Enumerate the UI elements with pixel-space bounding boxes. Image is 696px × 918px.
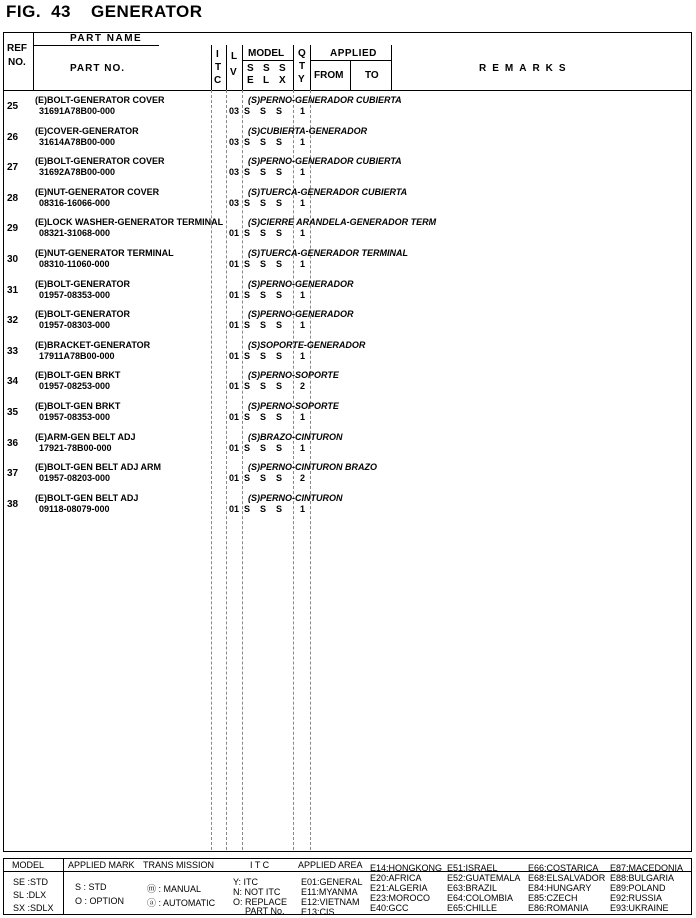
model-applicability: S <box>276 137 283 147</box>
header-itc-3: C <box>214 75 222 86</box>
legend-header-itc: I T C <box>250 860 270 870</box>
figure-name: GENERATOR <box>90 2 203 21</box>
legend-model-sx: SX :SDLX <box>13 903 54 913</box>
header-model: MODEL <box>248 48 285 59</box>
legend-trans-automatic: ⓐ : AUTOMATIC <box>147 898 216 908</box>
header-remarks: REMARKS <box>479 63 572 74</box>
col-line-lv <box>226 45 227 90</box>
model-applicability: S <box>260 137 267 147</box>
header-itc-2: T <box>215 62 222 73</box>
area-code: E65:CHILLE <box>447 903 498 913</box>
header-model-bottom-3: X <box>279 75 286 86</box>
spanish-name: (S)PERNO-GENERADOR <box>248 279 354 289</box>
area-code: E84:HUNGARY <box>528 883 592 893</box>
header-qty-2: T <box>299 61 306 72</box>
part-number: 17921-78B00-000 <box>39 443 112 453</box>
model-applicability: S <box>244 473 251 483</box>
model-applicability: S <box>244 228 251 238</box>
model-applicability: S <box>260 106 267 116</box>
col-line-to <box>350 60 351 90</box>
legend-mark-std: S : STD <box>75 882 107 892</box>
col-line-itc <box>211 45 212 90</box>
lv-code: 03 <box>229 198 240 208</box>
header-to: TO <box>365 70 379 81</box>
legend-model-se: SE :STD <box>13 877 49 887</box>
area-code: E20:AFRICA <box>370 873 422 883</box>
header-qty-3: Y <box>298 74 305 85</box>
model-applicability: S <box>260 351 267 361</box>
quantity: 1 <box>300 320 306 330</box>
model-applicability: S <box>244 504 251 514</box>
ref-number: 34 <box>7 376 19 387</box>
part-number: 31614A78B00-000 <box>39 137 116 147</box>
model-applicability: S <box>260 259 267 269</box>
area-code: E89:POLAND <box>610 883 666 893</box>
spanish-name: (S)SOPORTE-GENERADOR <box>248 340 366 350</box>
part-name: (E)ARM-GEN BELT ADJ <box>35 432 136 442</box>
area-code: E64:COLOMBIA <box>447 893 514 903</box>
ref-number: 35 <box>7 407 19 418</box>
part-name: (E)BOLT-GENERATOR COVER <box>35 156 165 166</box>
legend-header-model: MODEL <box>12 860 45 870</box>
model-applicability: S <box>276 290 283 300</box>
legend-model-sl: SL :DLX <box>13 890 47 900</box>
ref-number: 27 <box>7 162 19 173</box>
area-code: E12:VIETNAM <box>301 897 360 907</box>
model-divider <box>242 60 293 61</box>
model-applicability: S <box>244 198 251 208</box>
col-dash-itc <box>211 90 212 850</box>
quantity: 1 <box>300 290 306 300</box>
header-itc-1: I <box>216 49 219 60</box>
part-name: (E)NUT-GENERATOR TERMINAL <box>35 248 174 258</box>
part-name: (E)BOLT-GENERATOR COVER <box>35 95 165 105</box>
area-code: E92:RUSSIA <box>610 893 663 903</box>
area-code: E23:MOROCO <box>370 893 431 903</box>
legend-box <box>3 858 692 915</box>
part-name: (E)NUT-GENERATOR COVER <box>35 187 160 197</box>
model-applicability: S <box>244 320 251 330</box>
quantity: 1 <box>300 167 306 177</box>
figure-label: FIG. <box>6 2 42 21</box>
area-code: E85:CZECH <box>528 893 578 903</box>
header-model-bottom-1: E <box>247 75 254 86</box>
header-applied: APPLIED <box>330 48 377 59</box>
spanish-name: (S)CIERRE ARANDELA-GENERADOR TERM <box>248 217 437 227</box>
legend-mark-option: O : OPTION <box>75 896 125 906</box>
lv-code: 01 <box>229 290 240 300</box>
area-code: E21:ALGERIA <box>370 883 428 893</box>
legend-itc-n: N: NOT ITC <box>233 887 281 897</box>
area-code: E14:HONGKONG <box>370 863 443 873</box>
legend-header-area: APPLIED AREA <box>298 860 363 870</box>
area-code: E11:MYANMA <box>301 887 358 897</box>
ref-number: 30 <box>7 254 19 265</box>
spanish-name: (S)BRAZO-CINTURON <box>248 432 343 442</box>
lv-code: 01 <box>229 504 240 514</box>
spanish-name: (S)PERNO-SOPORTE <box>248 401 339 411</box>
header-part-name: PART NAME <box>70 33 143 44</box>
legend-col-line-1 <box>63 859 64 914</box>
ref-number: 29 <box>7 223 19 234</box>
part-number: 01957-08303-000 <box>39 320 111 330</box>
quantity: 1 <box>300 228 306 238</box>
model-applicability: S <box>260 381 267 391</box>
area-code: E13:CIS <box>301 907 335 917</box>
area-code: E68:ELSALVADOR <box>528 873 606 883</box>
model-applicability: S <box>260 198 267 208</box>
lv-code: 01 <box>229 351 240 361</box>
lv-code: 01 <box>229 320 240 330</box>
col-line-remarks <box>391 45 392 90</box>
model-applicability: S <box>244 259 251 269</box>
model-applicability: S <box>244 290 251 300</box>
part-name: (E)BOLT-GEN BRKT <box>35 370 121 380</box>
header-lv-2: V <box>230 67 237 78</box>
part-name: (E)LOCK WASHER-GENERATOR TERMINAL <box>35 217 224 227</box>
lv-code: 01 <box>229 443 240 453</box>
spanish-name: (S)CUBIERTA-GENERADOR <box>248 126 368 136</box>
model-applicability: S <box>260 504 267 514</box>
model-applicability: S <box>244 351 251 361</box>
spanish-name: (S)PERNO-GENERADOR <box>248 309 354 319</box>
quantity: 1 <box>300 198 306 208</box>
ref-number: 33 <box>7 346 19 357</box>
header-divider <box>33 45 159 46</box>
spanish-name: (S)PERNO-GENERADOR CUBIERTA <box>248 156 402 166</box>
model-applicability: S <box>260 290 267 300</box>
part-number: 09118-08079-000 <box>39 504 110 514</box>
header-model-top-1: S <box>247 63 254 74</box>
legend-trans-manual: ⓜ : MANUAL <box>147 884 202 894</box>
legend-itc-y: Y: ITC <box>233 877 259 887</box>
model-applicability: S <box>260 167 267 177</box>
header-qty-1: Q <box>298 48 306 59</box>
ref-number: 37 <box>7 468 19 479</box>
area-code: E51:ISRAEL <box>447 863 498 873</box>
lv-code: 01 <box>229 259 240 269</box>
area-code: E52:GUATEMALA <box>447 873 521 883</box>
spanish-name: (S)PERNO-SOPORTE <box>248 370 339 380</box>
quantity: 1 <box>300 351 306 361</box>
model-applicability: S <box>276 198 283 208</box>
part-number: 01957-08203-000 <box>39 473 111 483</box>
model-applicability: S <box>244 381 251 391</box>
model-applicability: S <box>276 106 283 116</box>
ref-number: 31 <box>7 285 19 296</box>
ref-number: 26 <box>7 132 19 143</box>
model-applicability: S <box>276 381 283 391</box>
area-code: E63:BRAZIL <box>447 883 498 893</box>
parts-table <box>3 32 692 852</box>
part-name: (E)BOLT-GENERATOR <box>35 309 130 319</box>
area-code: E66:COSTARICA <box>528 863 599 873</box>
part-number: 01957-08353-000 <box>39 412 111 422</box>
lv-code: 01 <box>229 473 240 483</box>
model-applicability: S <box>276 259 283 269</box>
header-part-no: PART NO. <box>70 63 126 74</box>
part-number: 01957-08353-000 <box>39 290 111 300</box>
quantity: 1 <box>300 259 306 269</box>
model-applicability: S <box>276 351 283 361</box>
model-applicability: S <box>276 228 283 238</box>
model-applicability: S <box>260 320 267 330</box>
part-name: (E)BOLT-GENERATOR <box>35 279 130 289</box>
lv-code: 01 <box>229 412 240 422</box>
quantity: 2 <box>300 473 306 483</box>
model-applicability: S <box>244 106 251 116</box>
quantity: 2 <box>300 381 306 391</box>
ref-number: 36 <box>7 438 19 449</box>
col-line-model <box>242 45 243 90</box>
spanish-name: (S)PERNO-CINTURON <box>248 493 343 503</box>
header-model-bottom-2: L <box>263 75 270 86</box>
legend-header-trans: TRANS MISSION <box>143 860 215 870</box>
model-applicability: S <box>260 473 267 483</box>
quantity: 1 <box>300 443 306 453</box>
col-line-qty <box>293 45 294 90</box>
part-number: 08310-11060-000 <box>39 259 110 269</box>
ref-number: 38 <box>7 499 19 510</box>
area-code: E88:BULGARIA <box>610 873 675 883</box>
model-applicability: S <box>244 167 251 177</box>
header-ref: REF <box>7 43 27 54</box>
col-dash-lv <box>226 90 227 850</box>
model-applicability: S <box>276 504 283 514</box>
model-applicability: S <box>260 228 267 238</box>
part-number: 31692A78B00-000 <box>39 167 116 177</box>
spanish-name: (S)PERNO-CINTURON BRAZO <box>248 462 377 472</box>
lv-code: 03 <box>229 167 240 177</box>
header-model-top-2: S <box>263 63 270 74</box>
quantity: 1 <box>300 106 306 116</box>
part-number: 01957-08253-000 <box>39 381 111 391</box>
figure-number: 43 <box>51 2 71 21</box>
quantity: 1 <box>300 137 306 147</box>
area-code: E93:UKRAINE <box>610 903 669 913</box>
legend-header-mark: APPLIED MARK <box>68 860 135 870</box>
part-name: (E)BOLT-GEN BELT ADJ <box>35 493 139 503</box>
header-no: NO. <box>8 57 26 68</box>
quantity: 1 <box>300 504 306 514</box>
lv-code: 01 <box>229 228 240 238</box>
model-applicability: S <box>276 320 283 330</box>
col-dash-model <box>242 90 243 850</box>
ref-number: 28 <box>7 193 19 204</box>
part-number: 08321-31068-000 <box>39 228 111 238</box>
spanish-name: (S)TUERCA-GENERADOR CUBIERTA <box>248 187 408 197</box>
model-applicability: S <box>244 443 251 453</box>
model-applicability: S <box>276 167 283 177</box>
legend-itc-o-2: PART No. <box>245 906 285 916</box>
model-applicability: S <box>244 137 251 147</box>
header-bottom-line <box>4 90 691 91</box>
quantity: 1 <box>300 412 306 422</box>
col-line-applied <box>310 45 311 90</box>
ref-number: 32 <box>7 315 19 326</box>
ref-number: 25 <box>7 101 19 112</box>
part-name: (E)BOLT-GEN BELT ADJ ARM <box>35 462 161 472</box>
legend-itc-o: O: REPLACE <box>233 897 288 907</box>
model-applicability: S <box>276 443 283 453</box>
spanish-name: (S)PERNO-GENERADOR CUBIERTA <box>248 95 402 105</box>
part-name: (E)BOLT-GEN BRKT <box>35 401 121 411</box>
header-model-top-3: S <box>279 63 286 74</box>
part-name: (E)COVER-GENERATOR <box>35 126 139 136</box>
header-lv-1: L <box>231 51 238 62</box>
part-name: (E)BRACKET-GENERATOR <box>35 340 151 350</box>
part-number: 31691A78B00-000 <box>39 106 116 116</box>
area-code: E40:GCC <box>370 903 409 913</box>
model-applicability: S <box>260 412 267 422</box>
part-number: 08316-16066-000 <box>39 198 111 208</box>
lv-code: 03 <box>229 137 240 147</box>
part-number: 17911A78B00-000 <box>39 351 115 361</box>
area-code: E01:GENERAL <box>301 877 363 887</box>
lv-code: 03 <box>229 106 240 116</box>
model-applicability: S <box>276 412 283 422</box>
model-applicability: S <box>276 473 283 483</box>
header-from: FROM <box>314 70 344 81</box>
spanish-name: (S)TUERCA-GENERADOR TERMINAL <box>248 248 408 258</box>
figure-title <box>6 2 203 22</box>
area-code: E86:ROMANIA <box>528 903 589 913</box>
col-line-ref <box>33 33 34 90</box>
model-applicability: S <box>260 443 267 453</box>
lv-code: 01 <box>229 381 240 391</box>
model-applicability: S <box>244 412 251 422</box>
area-code: E87:MACEDONIA <box>610 863 684 873</box>
